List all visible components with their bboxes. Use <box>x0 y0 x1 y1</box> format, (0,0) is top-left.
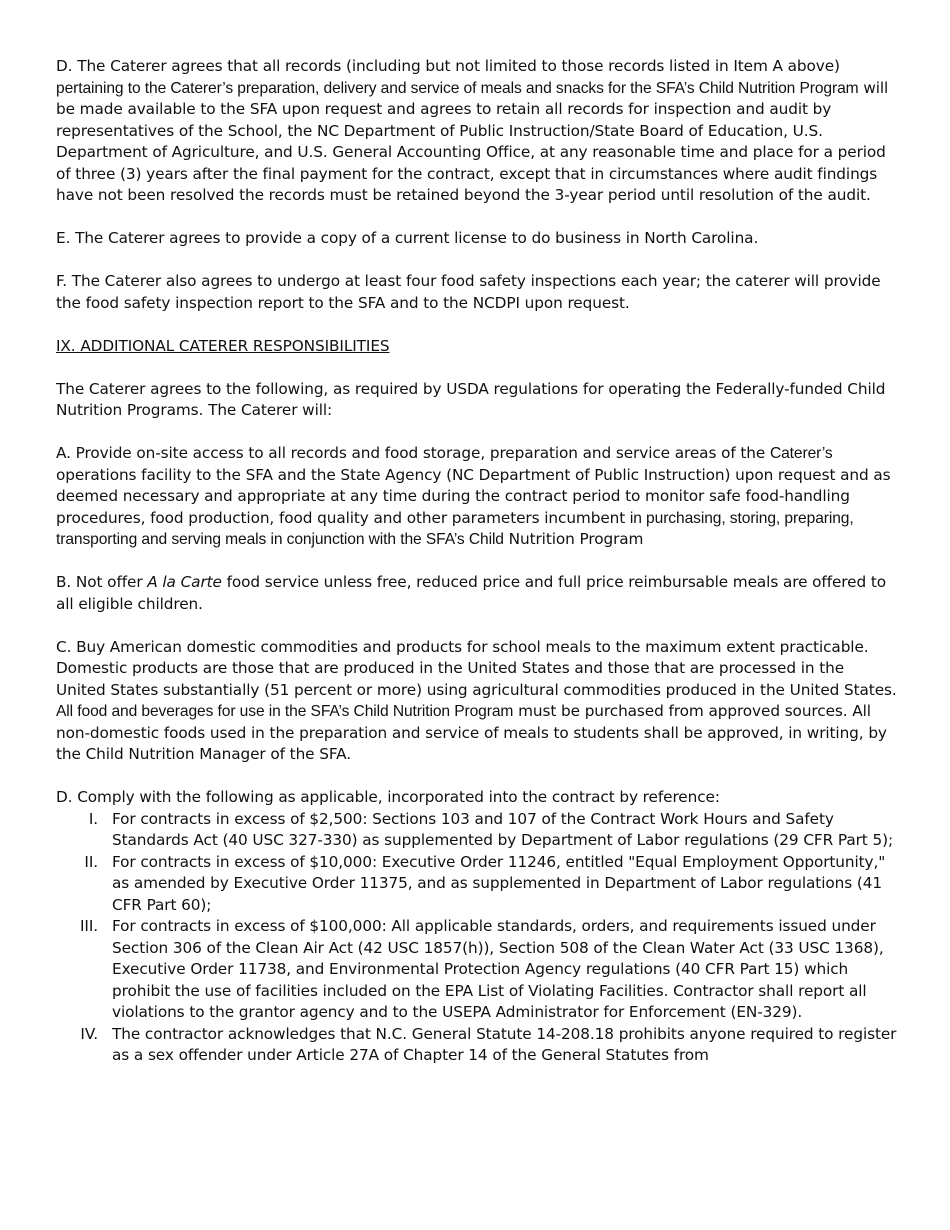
list-item-number: I. <box>88 809 98 828</box>
paragraph-item-a <box>56 443 898 551</box>
text-run-italic: A la Carte <box>147 573 222 591</box>
list-item-number: II. <box>84 852 98 871</box>
text-run: D. The Caterer agrees that all records (including but not limited to those records listed in Item A above) <box>56 57 840 75</box>
text-run: food service unless free, reduced price and full price reimbursable meals are offered to all eligible children. <box>56 573 886 613</box>
text-run: Caterer’s <box>769 445 833 462</box>
list-item-text: The contractor acknowledges that N.C. General Statute 14-208.18 prohibits anyone required to register as a sex offender under Article 27A of Chapter 14 of the General Statutes from <box>112 1024 897 1064</box>
text-run: All food and beverages for use in the SFA’s Child Nutrition Program <box>56 703 514 720</box>
text-run: in purchasing, storing, preparing, transporting and serving meals in conjunction with the SFA’s Child <box>56 509 854 548</box>
text-run: must be purchased from approved sources. All non-domestic foods used in the preparation and service of meals to students shall be approved, in writing, by the Child Nutrition Manager of the SFA. <box>56 702 887 763</box>
list-item-number: IV. <box>80 1024 98 1043</box>
list-item <box>56 1024 898 1067</box>
compliance-list <box>56 809 898 1067</box>
paragraph-item-d-intro: D. Comply with the following as applicable, incorporated into the contract by reference: <box>56 788 720 806</box>
paragraph-business-license: E. The Caterer agrees to provide a copy of a current license to do business in North Carolina. <box>56 229 759 247</box>
paragraph-food-safety-inspections: F. The Caterer also agrees to undergo at least four food safety inspections each year; the caterer will provide the food safety inspection report to the SFA and to the NCDPI upon request. <box>56 272 881 312</box>
text-run: pertaining to the Caterer’s preparation, delivery and service of meals and snacks for the SFA’s Child Nutrition Program <box>56 79 859 97</box>
paragraph-records-retention <box>56 56 898 207</box>
text-run: Nutrition Program <box>503 530 644 548</box>
list-item-text: For contracts in excess of $10,000: Executive Order 11246, entitled "Equal Employment Opportunity," as amended by Executive Order 11375, and as supplemented in Department of Labor regulations (41 CFR Part 60); <box>112 852 886 914</box>
text-run: C. Buy American domestic commodities and products for school meals to the maximum extent practicable. Domestic products are those that are produced in the United States and those that are processed in the United States substantially (51 percent or more) using agricultural commodities produced in the United States. <box>56 637 897 699</box>
list-item-text: For contracts in excess of $2,500: Sections 103 and 107 of the Contract Work Hours and Safety Standards Act (40 USC 327-330) as supplemented by Department of Labor regulations (29 CFR Part 5); <box>112 809 894 849</box>
text-run: B. Not offer <box>56 573 148 591</box>
list-item-number: III. <box>80 917 98 935</box>
list-item <box>56 916 898 1024</box>
text-run: A. Provide on-site access to all records and food storage, preparation and service areas of the <box>56 444 770 462</box>
document-body <box>56 56 898 1067</box>
text-run: will be made available to the SFA upon request and agrees to retain all records for inspection and audit by representatives of the School, the NC Department of Public Instruction/State Board of Education, U.S. Department of Agriculture, and U.S. General Accounting Office, at any reasonable time and place for a period of three (3) years after the final payment for the contract, except that in circumstances where audit findings have not been resolved the records must be retained beyond the 3-year period until resolution of the audit. <box>56 78 889 204</box>
paragraph-item-c <box>56 637 898 766</box>
section-heading: IX. ADDITIONAL CATERER RESPONSIBILITIES <box>56 336 390 355</box>
paragraph-item-b <box>56 572 898 615</box>
list-item <box>56 809 898 852</box>
list-item-text: For contracts in excess of $100,000: All applicable standards, orders, and requirements issued under Section 306 of the Clean Air Act (42 USC 1857(h)), Section 508 of the Clean Water Act (33 USC 1368), Executive Order 11738, and Environmental Protection Agency regulations (40 CFR Part 15) which prohibit the use of facilities included on the EPA List of Violating Facilities. Contractor shall report all violations to the grantor agency and to the USEPA Administrator for Enforcement (EN-329). <box>112 917 884 1021</box>
text-run: operations facility to the SFA and the State Agency (NC Department of Public Instruction) upon request and as deemed necessary and appropriate at any time during the contract period to monitor safe food-handling procedures, food production, food quality and other parameters incumbent <box>56 465 891 527</box>
list-item <box>56 852 898 917</box>
paragraph-intro: The Caterer agrees to the following, as required by USDA regulations for operating the Federally-funded Child Nutrition Programs. The Caterer will: <box>56 379 886 419</box>
